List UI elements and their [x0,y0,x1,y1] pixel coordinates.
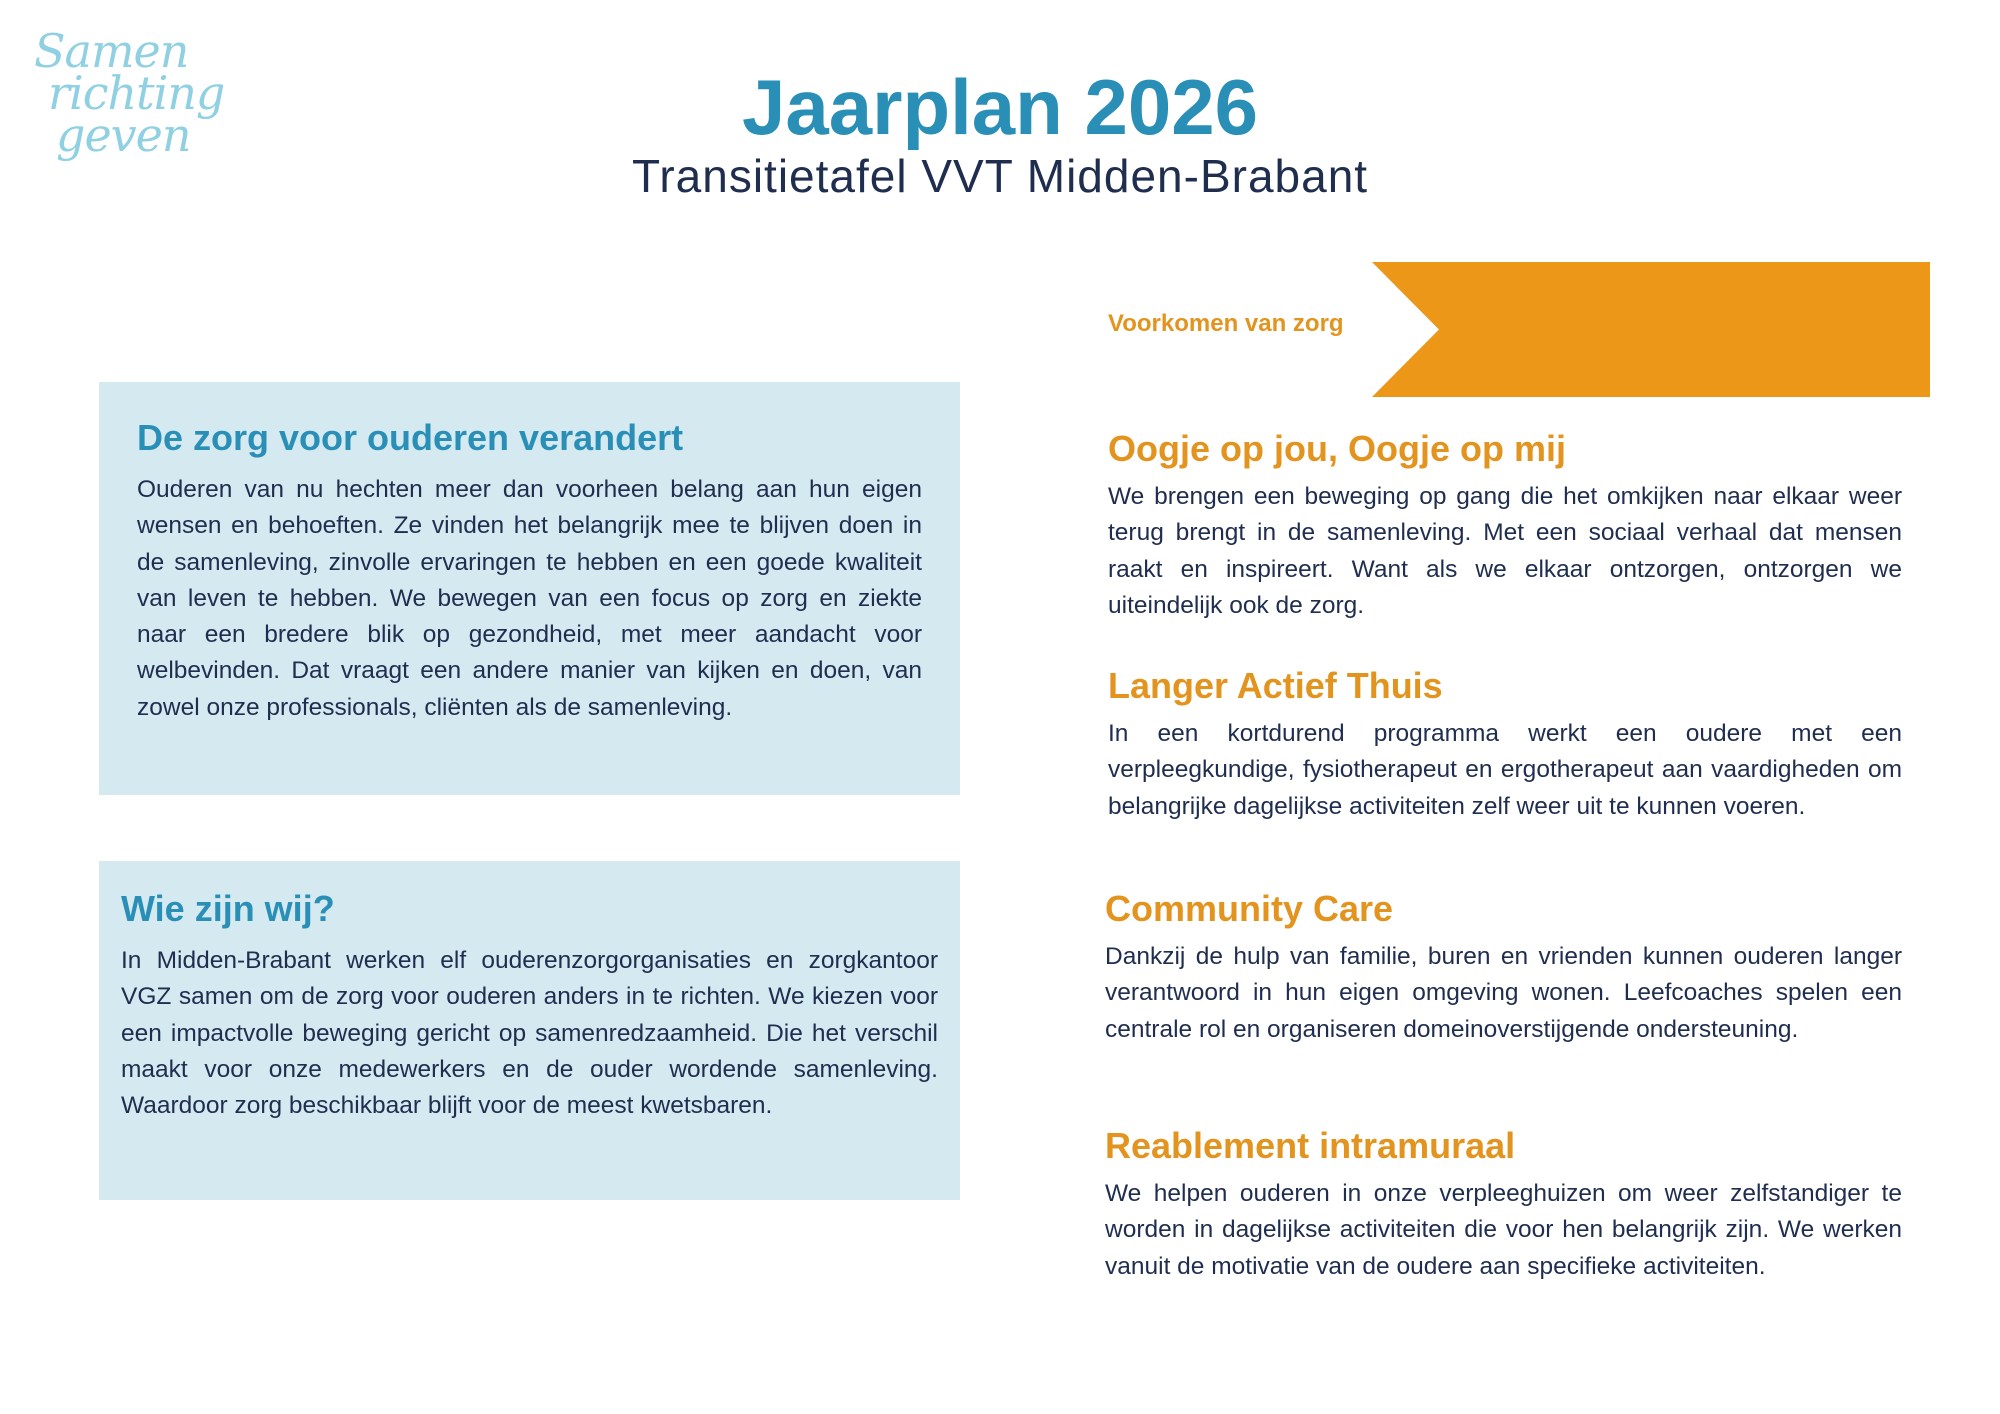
info-box-wie-zijn-wij [99,861,960,1200]
info-box-text: In Midden-Brabant werken elf ouderenzorgorganisaties en zorgkantoor VGZ samen om de zorg voor ouderen anders in te richten. We kiezen voor een impactvolle beweging gericht op samenredzaamheid. Die het verschil maakt voor onze medewerkers en de ouder wordende samenleving. Waardoor zorg beschikbaar blijft voor de meest kwetsbaren. [121,947,938,1120]
page-subtitle: Transitietafel VVT Midden-Brabant [631,150,1369,202]
logo-line-1: Samen [34,24,189,78]
info-box-zorg-verandert [99,382,960,795]
section-community-care [1105,887,1902,1048]
section-oogje-op-jou [1108,427,1902,624]
orange-arrow-banner [1372,262,1930,397]
section-heading: Oogje op jou, Oogje op mij [1108,428,1566,469]
section-reablement-intramuraal [1105,1124,1902,1285]
info-box-text: Ouderen van nu hechten meer dan voorheen belang aan hun eigen wensen en behoeften. Ze vinden het belangrijk mee te blijven doen in de samenleving, zinvolle ervaringen te hebben en een goede kwaliteit van leven te hebben. We bewegen van een focus op zorg en ziekte naar een bredere blik op gezondheid, met meer aandacht voor welbevinden. Dat vraagt een andere manier van kijken en doen, van zowel onze professionals, cliënten als de samenleving. [137,476,922,721]
section-text: We helpen ouderen in onze verpleeghuizen om weer zelfstandiger te worden in dagelijkse activiteiten die voor hen belangrijk zijn. We werken vanuit de motivatie van de oudere aan specifieke activiteiten. [1105,1180,1902,1280]
section-text: Dankzij de hulp van familie, buren en vrienden kunnen ouderen langer verantwoord in hun eigen omgeving wonen. Leefcoaches spelen een centrale rol en organiseren domeinoverstijgende ondersteuning. [1105,943,1902,1043]
info-box-heading: Wie zijn wij? [121,888,335,929]
page-title: Jaarplan 2026 [741,63,1259,151]
section-text: We brengen een beweging op gang die het omkijken naar elkaar weer terug brengt in de samenleving. Met een sociaal verhaal dat mensen raakt en inspireert. Want als we elkaar ontzorgen, ontzorgen we uiteindelijk ook de zorg. [1108,483,1902,619]
section-langer-actief-thuis [1108,664,1902,825]
section-heading: Community Care [1105,888,1394,929]
section-heading: Langer Actief Thuis [1108,665,1443,706]
info-box-heading: De zorg voor ouderen verandert [137,417,684,458]
section-text: In een kortdurend programma werkt een oudere met een verpleegkundige, fysiotherapeut en ergotherapeut aan vaardigheden om belangrijke dagelijkse activiteiten zelf weer uit te kunnen voeren. [1108,720,1902,820]
banner-label: Voorkomen van zorg [1108,310,1344,337]
logo-line-2: richting [48,66,225,120]
logo-line-3: geven [56,108,191,162]
section-heading: Reablement intramuraal [1105,1125,1516,1166]
